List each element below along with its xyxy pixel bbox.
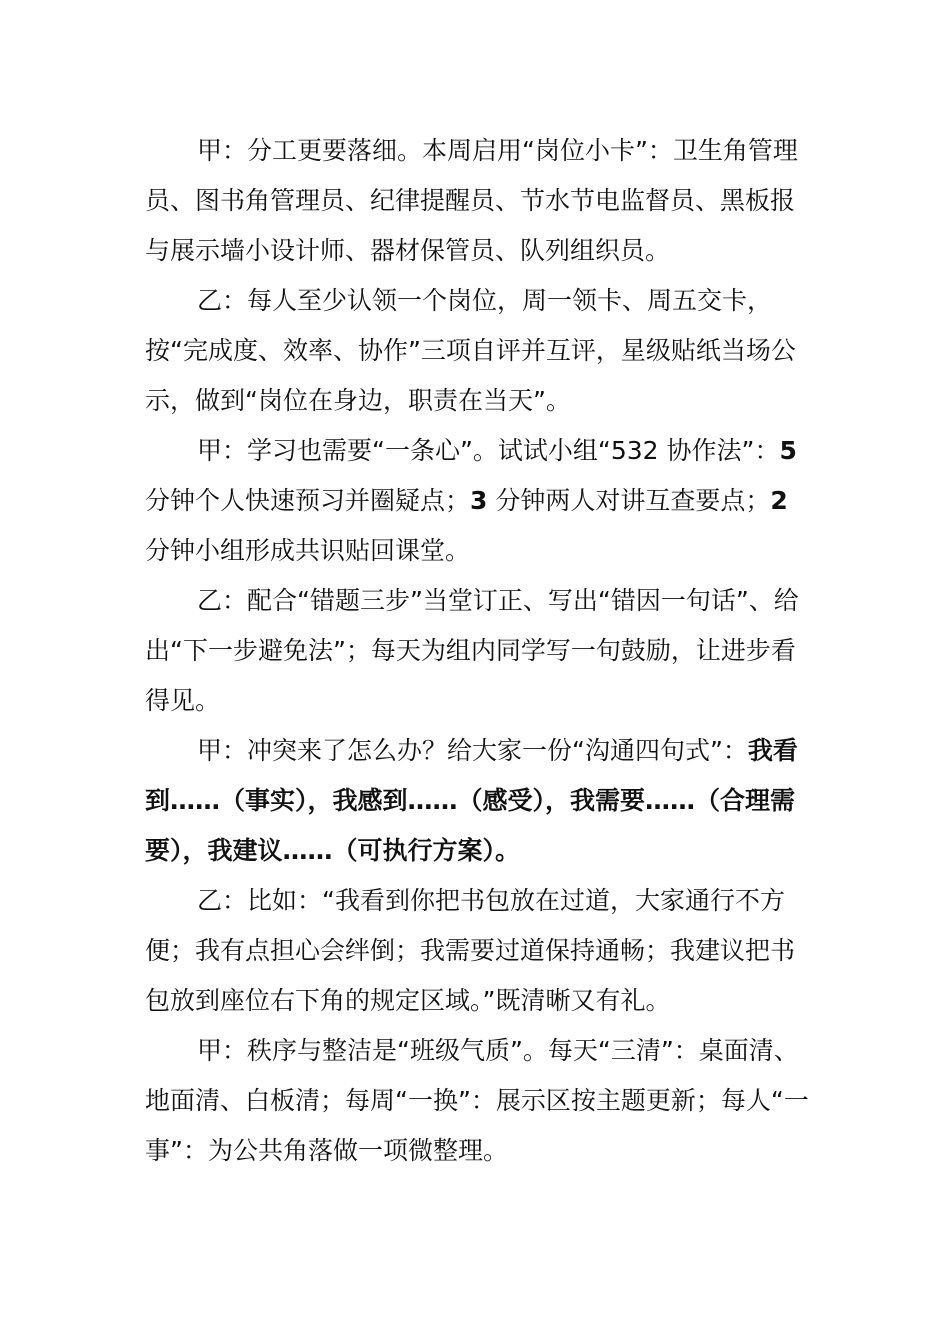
bold-number: 5 <box>779 436 797 465</box>
paragraph-error-steps <box>145 576 815 726</box>
bold-number: 2 <box>770 486 788 515</box>
paragraph-text: 分钟个人快速预习并圈疑点； <box>145 486 471 515</box>
paragraph-text: 分钟小组形成共识贴回课堂。 <box>145 536 471 565</box>
paragraph-text: 分钟两人对讲互查要点； <box>487 486 771 515</box>
paragraph-order-tidiness <box>145 1026 815 1176</box>
bold-sentence-pattern: 我看到……（事实），我感到……（感受），我需要……（合理需要），我建议……（可执行方案）。 <box>145 736 798 865</box>
paragraph-example <box>145 876 815 1026</box>
paragraph-532-method <box>145 426 815 576</box>
paragraph-claim-positions <box>145 276 815 426</box>
paragraph-text: 甲：分工更要落细。本周启用“岗位小卡”：卫生角管理员、图书角管理员、纪律提醒员、节水节电监督员、黑板报与展示墙小设计师、器材保管员、队列组织员。 <box>145 136 798 265</box>
paragraph-text: 乙：比如：“我看到你把书包放在过道，大家通行不方便；我有点担心会绊倒；我需要过道保持通畅；我建议把书包放到座位右下角的规定区域。”既清晰又有礼。 <box>145 886 796 1015</box>
bold-number: 3 <box>470 486 488 515</box>
paragraph-text: 甲：秩序与整洁是“班级气质”。每天“三清”：桌面清、地面清、白板清；每周“一换”：展示区按主题更新；每人“一事”：为公共角落做一项微整理。 <box>145 1036 809 1165</box>
paragraph-text: 甲：冲突来了怎么办？给大家一份“沟通四句式”： <box>197 736 748 765</box>
paragraph-text: 甲：学习也需要“一条心”。试试小组“532 协作法”： <box>197 436 780 465</box>
paragraph-text: 乙：配合“错题三步”当堂订正、写出“错因一句话”、给出“下一步避免法”；每天为组内同学写一句鼓励，让进步看得见。 <box>145 586 799 715</box>
paragraph-text: 乙：每人至少认领一个岗位，周一领卡、周五交卡，按“完成度、效率、协作”三项自评并互评，星级贴纸当场公示，做到“岗位在身边，职责在当天”。 <box>145 286 796 415</box>
paragraph-communication <box>145 726 815 876</box>
paragraph-job-cards <box>145 126 815 276</box>
document-body <box>145 126 815 1176</box>
